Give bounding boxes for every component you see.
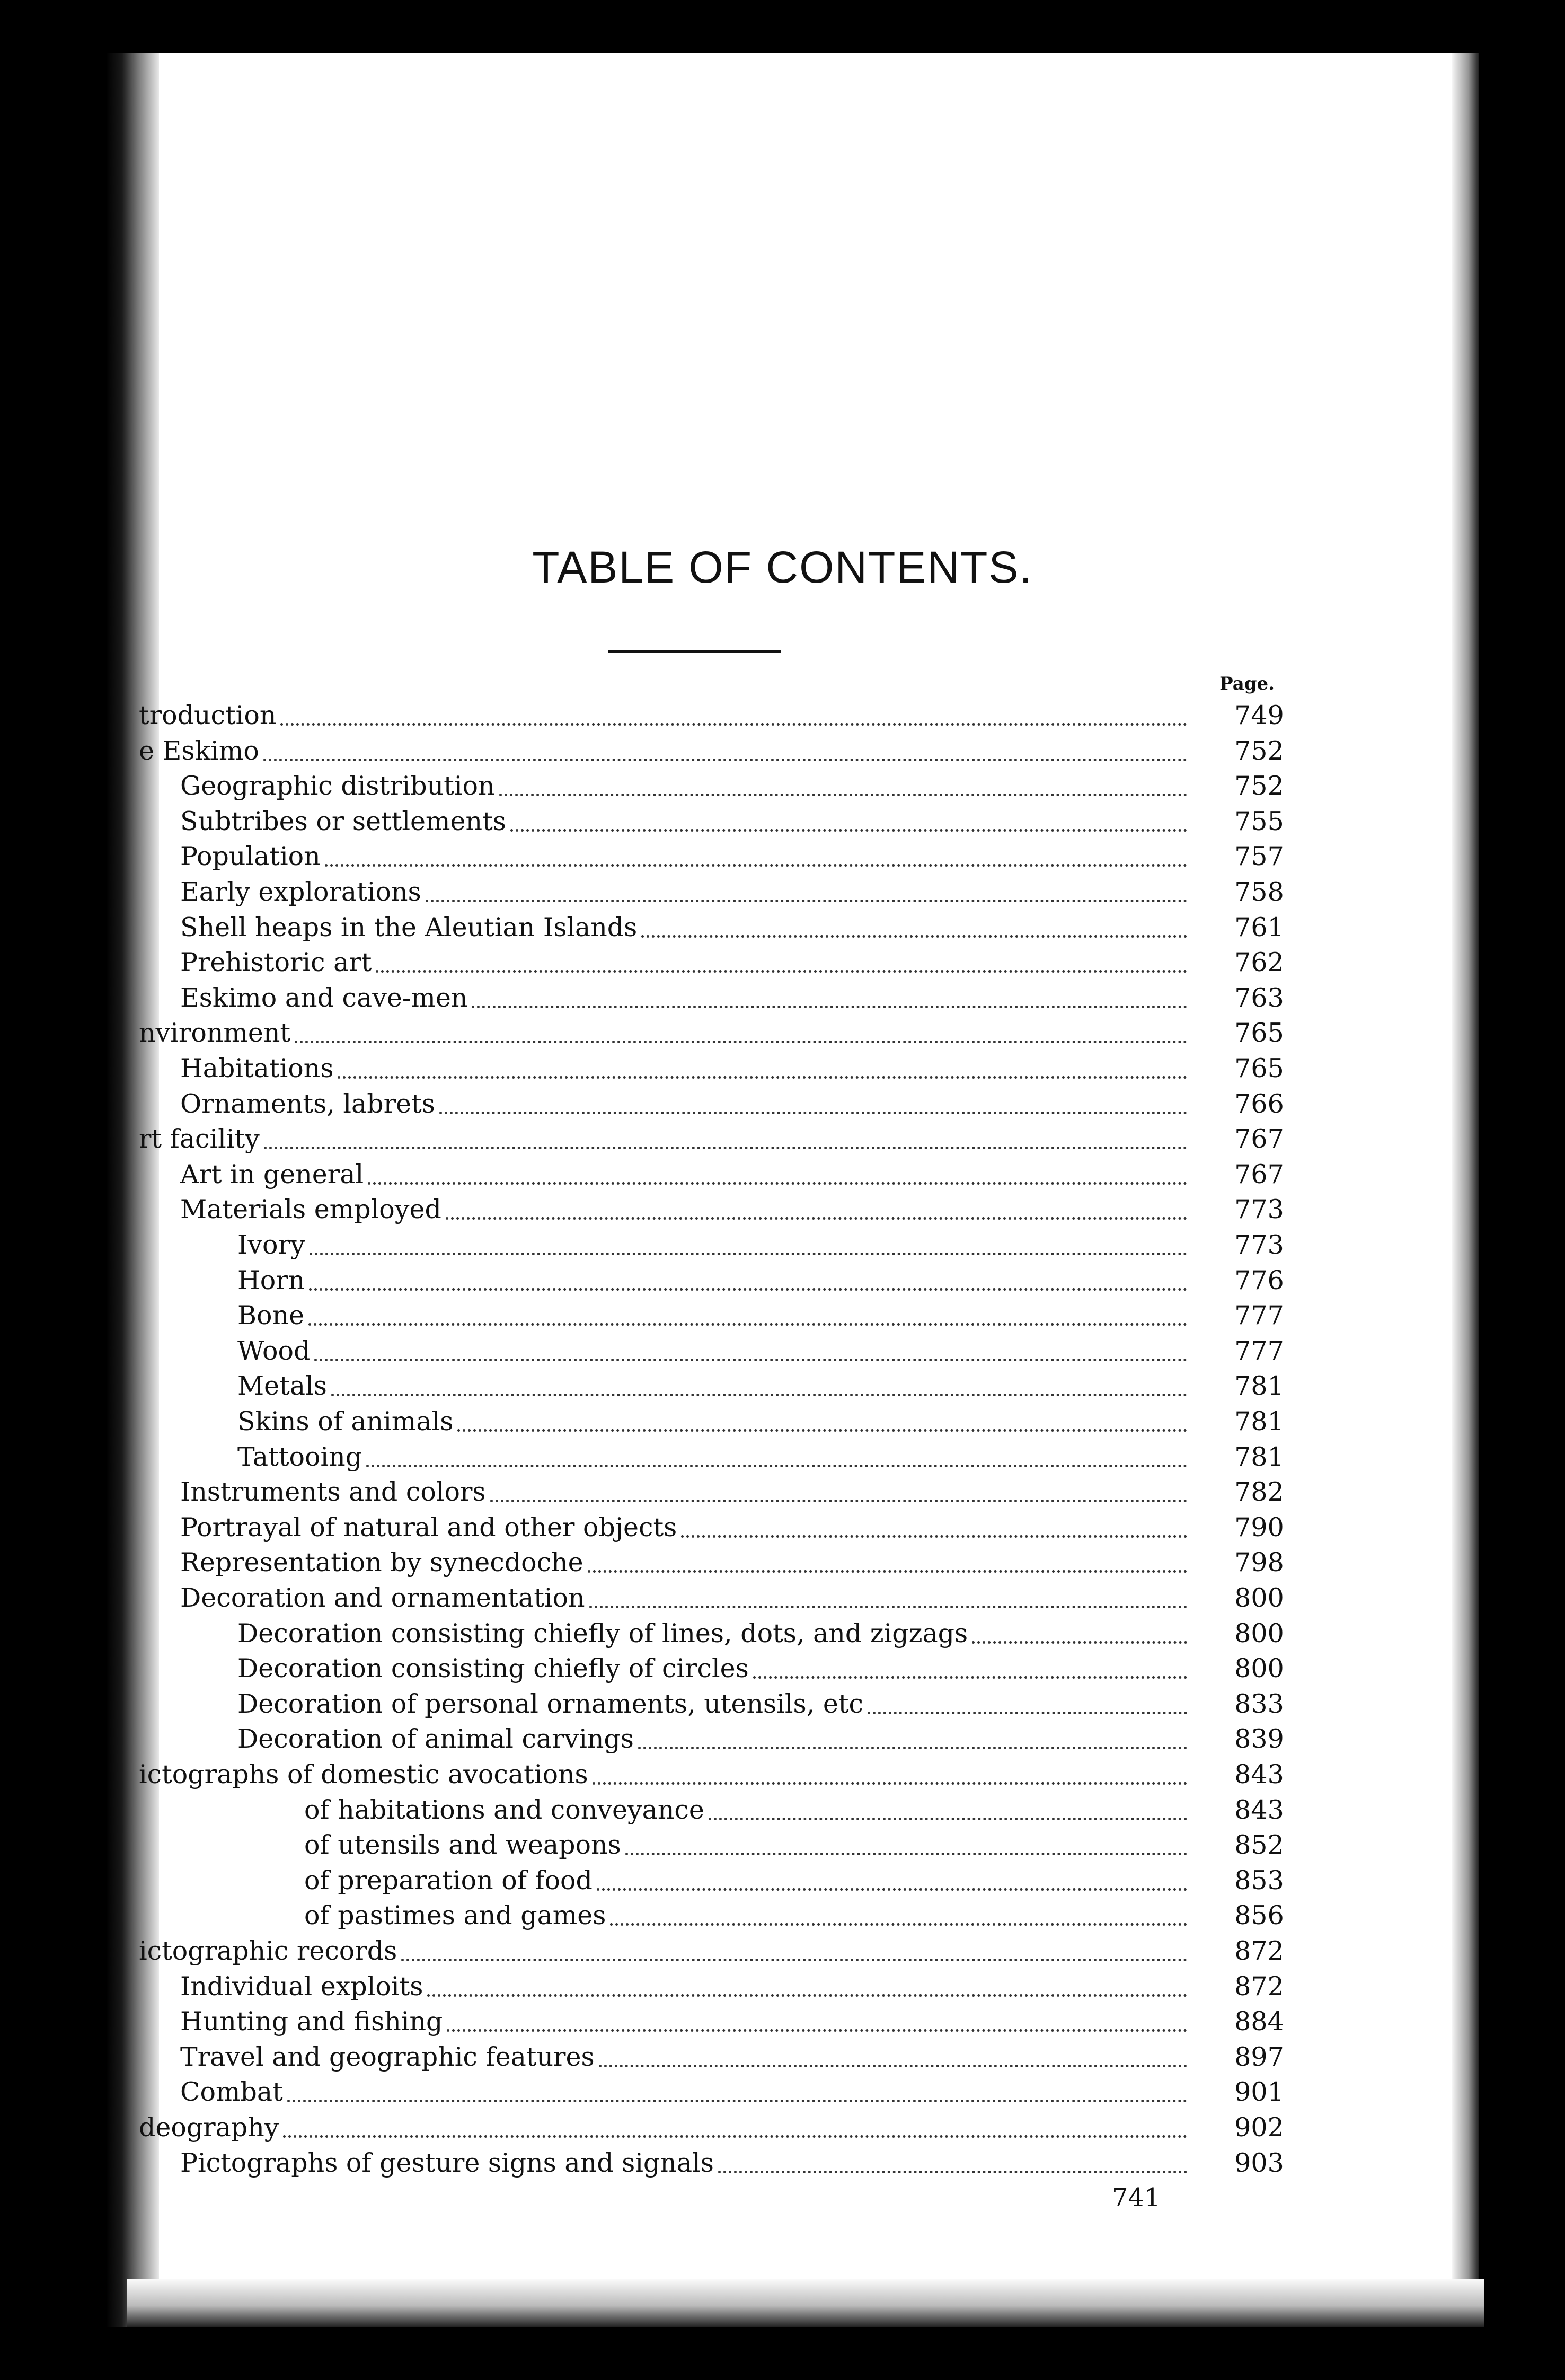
toc-entry-title: of pastimes and games	[304, 1900, 606, 1931]
toc-dot-leader	[588, 1538, 1187, 1573]
toc-entry-page-number: 853	[1234, 1865, 1284, 1896]
toc-dot-leader	[868, 1680, 1187, 1714]
toc-entry-page-number: 757	[1234, 841, 1284, 872]
toc-entry-title: Tattooing	[237, 1441, 362, 1472]
toc-entry-title: Ornaments, labrets	[180, 1088, 435, 1119]
toc-entry-title: Habitations	[180, 1053, 334, 1083]
toc-entry-title: Bone	[237, 1300, 305, 1331]
toc-entry-page-number: 773	[1234, 1194, 1284, 1225]
toc-dot-leader	[331, 1362, 1187, 1396]
toc-entry-page-number: 762	[1234, 947, 1284, 978]
toc-dot-leader	[718, 2139, 1187, 2173]
toc-entry-title: Wood	[237, 1335, 311, 1366]
toc-entry-page-number: 752	[1234, 735, 1284, 766]
toc-entry-title: Art in general	[180, 1159, 364, 1189]
toc-entry-page-number: 800	[1234, 1618, 1284, 1649]
toc-dot-leader	[599, 2033, 1187, 2067]
toc-entry-page-number: 790	[1234, 1512, 1284, 1542]
toc-dot-leader	[263, 727, 1187, 761]
toc-entry-title: Ivory	[237, 1230, 305, 1260]
toc-entry-title: Hunting and fishing	[180, 2006, 443, 2037]
toc-entry-title: Travel and geographic features	[180, 2041, 595, 2072]
toc-dot-leader	[325, 832, 1187, 867]
toc-entry-page-number: 776	[1234, 1265, 1284, 1295]
toc-entry-title: e Eskimo	[139, 735, 259, 766]
toc-dot-leader	[427, 1962, 1187, 1997]
toc-dot-leader	[625, 1821, 1187, 1855]
toc-dot-leader	[641, 903, 1187, 938]
toc-entry-title: Pictographs of gesture signs and signals	[180, 2147, 714, 2178]
toc-entry	[0, 1653, 1565, 1685]
toc-entry-page-number: 897	[1234, 2041, 1284, 2072]
toc-entry-page-number: 872	[1234, 1971, 1284, 2002]
toc-dot-leader	[295, 1009, 1187, 1043]
page-title: TABLE OF CONTENTS.	[532, 542, 1033, 592]
toc-entry-title: Decoration of animal carvings	[237, 1724, 634, 1755]
toc-entry-page-number: 782	[1234, 1477, 1284, 1508]
toc-dot-leader	[447, 1997, 1187, 2032]
toc-entry-title: of habitations and conveyance	[304, 1794, 704, 1825]
toc-dot-leader	[280, 691, 1187, 726]
toc-entry-page-number: 884	[1234, 2006, 1284, 2037]
toc-entry-title: Population	[180, 841, 321, 872]
toc-entry-page-number: 798	[1234, 1547, 1284, 1578]
toc-entry-title: troduction	[139, 700, 277, 730]
toc-dot-leader	[309, 1256, 1187, 1291]
toc-entry-page-number: 800	[1234, 1653, 1284, 1684]
toc-entry-title: Subtribes or settlements	[180, 806, 506, 836]
toc-entry	[0, 1582, 1565, 1614]
toc-entry-page-number: 852	[1234, 1830, 1284, 1861]
toc-entry-page-number: 843	[1234, 1759, 1284, 1790]
toc-dot-leader	[472, 974, 1187, 1008]
toc-entry-title: Skins of animals	[237, 1406, 454, 1436]
toc-dot-leader	[753, 1644, 1187, 1679]
toc-entry-title: of preparation of food	[304, 1865, 593, 1896]
toc-entry-title: Eskimo and cave-men	[180, 982, 468, 1013]
toc-dot-leader	[499, 762, 1187, 796]
toc-entry-page-number: 755	[1234, 806, 1284, 836]
toc-entry-page-number: 781	[1234, 1406, 1284, 1436]
toc-dot-leader	[709, 1786, 1187, 1820]
toc-entry-page-number: 902	[1234, 2112, 1284, 2143]
toc-entry-title: Combat	[180, 2077, 283, 2108]
toc-dot-leader	[283, 2103, 1187, 2138]
toc-entry-title: of utensils and weapons	[304, 1830, 621, 1861]
toc-entry-page-number: 761	[1234, 912, 1284, 942]
toc-entry-page-number: 773	[1234, 1230, 1284, 1260]
toc-entry-page-number: 767	[1234, 1124, 1284, 1154]
toc-dot-leader	[597, 1856, 1187, 1891]
toc-entry-page-number: 833	[1234, 1688, 1284, 1719]
toc-dot-leader	[446, 1185, 1187, 1220]
toc-entry-title: deography	[139, 2112, 279, 2143]
toc-dot-leader	[510, 797, 1187, 832]
toc-entry-title: Decoration of personal ornaments, utensils, etc	[237, 1688, 863, 1719]
toc-dot-leader	[368, 1150, 1187, 1185]
page-column-header: Page.	[1219, 673, 1275, 694]
toc-entry-page-number: 749	[1234, 700, 1284, 730]
toc-entry-title: Decoration consisting chiefly of lines, dots, and zigzags	[237, 1618, 968, 1649]
toc-entry-title: Individual exploits	[180, 1971, 423, 2002]
toc-entry-page-number: 777	[1234, 1300, 1284, 1331]
toc-entry	[0, 2147, 1565, 2179]
toc-entry-title: Metals	[237, 1371, 327, 1401]
toc-entry-title: Representation by synecdoche	[180, 1547, 583, 1578]
toc-entry-page-number: 763	[1234, 982, 1284, 1013]
toc-entry-title: ictographs of domestic avocations	[139, 1759, 588, 1790]
toc-dot-leader	[972, 1609, 1187, 1644]
toc-dot-leader	[287, 2068, 1187, 2102]
toc-entry-title: Instruments and colors	[180, 1477, 486, 1508]
toc-entry-title: Horn	[237, 1265, 305, 1295]
toc-entry-title: Decoration and ornamentation	[180, 1583, 585, 1613]
toc-entry-page-number: 781	[1234, 1371, 1284, 1401]
toc-entry-title: Prehistoric art	[180, 947, 372, 978]
toc-entry-title: Decoration consisting chiefly of circles	[237, 1653, 749, 1684]
toc-dot-leader	[439, 1080, 1187, 1114]
toc-dot-leader	[490, 1468, 1187, 1502]
toc-entry-page-number: 800	[1234, 1583, 1284, 1613]
toc-dot-leader	[314, 1327, 1187, 1361]
toc-entry-page-number: 839	[1234, 1724, 1284, 1755]
toc-dot-leader	[681, 1503, 1187, 1538]
toc-dot-leader	[376, 938, 1187, 973]
toc-dot-leader	[457, 1397, 1187, 1432]
toc-entry-page-number: 766	[1234, 1088, 1284, 1119]
toc-dot-leader	[638, 1715, 1187, 1749]
toc-dot-leader	[264, 1115, 1187, 1149]
toc-entry-title: rt facility	[139, 1124, 260, 1154]
toc-entry-title: Geographic distribution	[180, 771, 495, 801]
toc-entry-title: Early explorations	[180, 877, 421, 907]
toc-entry-title: Portrayal of natural and other objects	[180, 1512, 677, 1542]
toc-entry-page-number: 765	[1234, 1053, 1284, 1083]
toc-dot-leader	[366, 1433, 1187, 1467]
toc-entry-title: nvironment	[139, 1018, 291, 1048]
toc-entry-page-number: 781	[1234, 1441, 1284, 1472]
toc-dot-leader	[308, 1291, 1187, 1326]
toc-dot-leader	[401, 1927, 1187, 1961]
toc-entry-page-number: 901	[1234, 2077, 1284, 2108]
toc-entry-page-number: 752	[1234, 771, 1284, 801]
toc-entry-page-number: 765	[1234, 1018, 1284, 1048]
toc-dot-leader	[310, 1221, 1187, 1255]
toc-entry-page-number: 767	[1234, 1159, 1284, 1189]
toc-entry-page-number: 777	[1234, 1335, 1284, 1366]
toc-dot-leader	[610, 1891, 1187, 1926]
toc-entry-page-number: 903	[1234, 2147, 1284, 2178]
toc-dot-leader	[426, 868, 1187, 902]
toc-dot-leader	[338, 1044, 1187, 1079]
toc-entry-title: ictographic records	[139, 1936, 397, 1966]
toc-entry-title: Shell heaps in the Aleutian Islands	[180, 912, 638, 942]
toc-entry-page-number: 872	[1234, 1936, 1284, 1966]
toc-dot-leader	[593, 1750, 1187, 1785]
toc-dot-leader	[589, 1574, 1187, 1608]
toc-entry-title: Materials employed	[180, 1194, 441, 1225]
toc-entry-page-number: 843	[1234, 1794, 1284, 1825]
toc-entry-page-number: 758	[1234, 877, 1284, 907]
page-folio: 741	[1112, 2183, 1161, 2212]
toc-entry-page-number: 856	[1234, 1900, 1284, 1931]
